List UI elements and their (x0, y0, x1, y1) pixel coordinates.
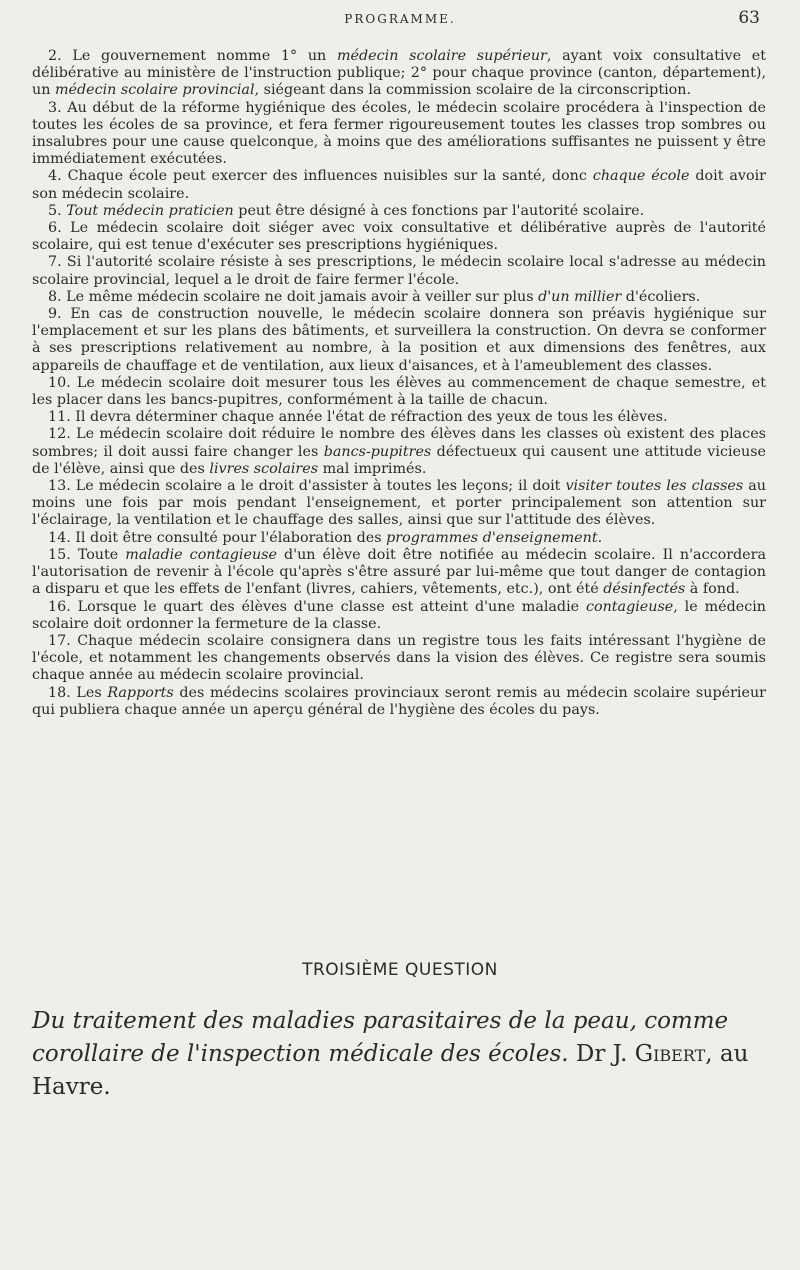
text-run: , siégeant dans la commission scolaire de la circonscription. (254, 82, 692, 99)
article-paragraph (32, 426, 766, 478)
italic-run: chaque école (592, 168, 690, 185)
subtitle-text: Du traitement des maladies parasitaires de la peau, comme corollaire de l'inspection médicale des écoles. (32, 1008, 729, 1067)
article-paragraph (32, 254, 766, 288)
text-run: 6. Le médecin scolaire doit siéger avec voix consultative et délibérative auprès de l'autorité scolaire, qui est tenue d'exécuter ses prescriptions hygiéniques. (32, 220, 766, 254)
italic-run: désinfectés (603, 581, 686, 598)
text-run: à fond. (685, 581, 740, 598)
text-run: des médecins scolaires provinciaux seront remis au médecin scolaire supérieur qui publiera chaque année un aperçu général de l'hygiène des écoles du pays. (32, 684, 766, 718)
running-title: PROGRAMME. (344, 12, 456, 26)
article-paragraph (32, 685, 766, 719)
text-run: , le médecin scolaire doit ordonner la fermeture de la classe. (32, 598, 766, 632)
italic-run: contagieuse (585, 598, 674, 615)
author-name: Gibert (634, 1041, 706, 1067)
author-suffix: , au Havre. (32, 1041, 749, 1100)
text-run: doit avoir son médecin scolaire. (32, 168, 766, 202)
article-paragraph (32, 530, 766, 547)
text-run: , ayant voix consultative et délibérative au ministère de l'instruction publique; 2° pour chaque province (canton, département), un (32, 48, 766, 99)
article-paragraph (32, 375, 766, 409)
italic-run: médecin scolaire provincial (54, 82, 255, 99)
article-paragraph (32, 633, 766, 685)
italic-run: Tout médecin praticien (66, 202, 234, 219)
text-run: 18. Les (48, 684, 108, 701)
text-run: défectueux qui causent une attitude vicieuse de l'élève, ainsi que des (32, 443, 766, 477)
text-run: 17. Chaque médecin scolaire consignera dans un registre tous les faits intéressant l'hygiène de l'école, et notamment les changements observés dans la vision des élèves. Ce registre sera soumis chaque année au médecin scolaire provincial. (32, 632, 766, 684)
italic-run: visiter toutes les classes (565, 478, 744, 495)
italic-run: d'un millier (538, 288, 622, 305)
text-run: au moins une fois par mois pendant l'enseignement, et porter principalement son attention sur l'éclairage, la ventilation et le chauffage des salles, ainsi que sur l'attitude des élèves. (32, 478, 767, 529)
article-paragraph (32, 168, 766, 202)
text-run: 5. (48, 202, 67, 219)
article-paragraph (32, 478, 766, 530)
article-paragraph (32, 409, 766, 426)
text-run: 9. En cas de construction nouvelle, le médecin scolaire donnera son préavis hygiénique sur l'emplacement et sur les plans des bâtiments, et surveillera la construction. On devra se conformer à ses prescriptions relativement au nombre, à la position et aux dimensions des fenêtres, aux appareils de chauffage et de ventilation, aux lieux d'aisances, et à l'ameublement des classes. (32, 306, 766, 374)
text-run: 2. Le gouvernement nomme 1° un (48, 48, 337, 64)
article-paragraph (32, 203, 766, 220)
page-number: 63 (738, 8, 760, 28)
text-run: 11. Il devra déterminer chaque année l'état de réfraction des yeux de tous les élèves. (48, 409, 668, 426)
italic-run: programmes d'enseignement (386, 529, 598, 546)
text-run: 15. Toute (48, 546, 126, 563)
article-list (32, 48, 766, 719)
italic-run: maladie contagieuse (125, 546, 277, 563)
italic-run: médecin scolaire supérieur (337, 48, 547, 64)
article-paragraph (32, 547, 766, 599)
article-paragraph (32, 599, 766, 633)
text-run: 10. Le médecin scolaire doit mesurer tous les élèves au commencement de chaque semestre, et les placer dans les bancs-pupitres, conformément à la taille de chacun. (32, 374, 766, 409)
text-run: 13. Le médecin scolaire a le droit d'assister à toutes les leçons; il doit (48, 478, 566, 495)
text-run: 12. Le médecin scolaire doit réduire le nombre des élèves dans les classes où existent des places sombres; il doit aussi faire changer les (32, 426, 766, 460)
page-header (0, 6, 800, 32)
article-paragraph (32, 220, 766, 254)
article-paragraph (32, 289, 766, 306)
author-prefix: Dr J. (568, 1041, 635, 1067)
italic-run: Rapports (107, 684, 174, 701)
article-paragraph (32, 100, 766, 169)
text-run: 16. Lorsque le quart des élèves d'une classe est atteint d'une maladie (48, 598, 586, 615)
text-run: d'écoliers. (621, 288, 701, 305)
italic-run: bancs-pupitres (323, 443, 432, 460)
text-run: d'un élève doit être notifiée au médecin scolaire. Il n'accordera l'autorisation de revenir à l'école qu'après s'être assuré par lui-même que tout danger de contagion a disparu et que les effets de l'enfant (livres, cahiers, vêtements, etc.), ont été (32, 546, 766, 598)
section-subtitle (32, 1005, 772, 1104)
text-run: 8. Le même médecin scolaire ne doit jamais avoir à veiller sur plus (48, 288, 539, 305)
text-run: . (597, 529, 603, 546)
text-run: 3. Au début de la réforme hygiénique des écoles, le médecin scolaire procédera à l'inspection de toutes les écoles de sa province, et fera fermer rigoureusement toutes les classes trop sombres ou insalubres pour une cause quelconque, à moins que des améliorations suffisantes ne puissent y être immédiatement exécutées. (32, 99, 766, 168)
italic-run: livres scolaires (209, 460, 319, 477)
article-paragraph (32, 48, 766, 100)
text-run: 7. Si l'autorité scolaire résiste à ses prescriptions, le médecin scolaire local s'adresse au médecin scolaire provincial, lequel a le droit de faire fermer l'école. (32, 254, 766, 288)
article-paragraph (32, 306, 766, 375)
text-run: 14. Il doit être consulté pour l'élaboration des (48, 529, 387, 546)
text-run: mal imprimés. (318, 460, 427, 477)
text-run: peut être désigné à ces fonctions par l'autorité scolaire. (233, 202, 645, 219)
text-run: 4. Chaque école peut exercer des influences nuisibles sur la santé, donc (48, 168, 593, 185)
section-title: TROISIÈME QUESTION (302, 960, 498, 980)
